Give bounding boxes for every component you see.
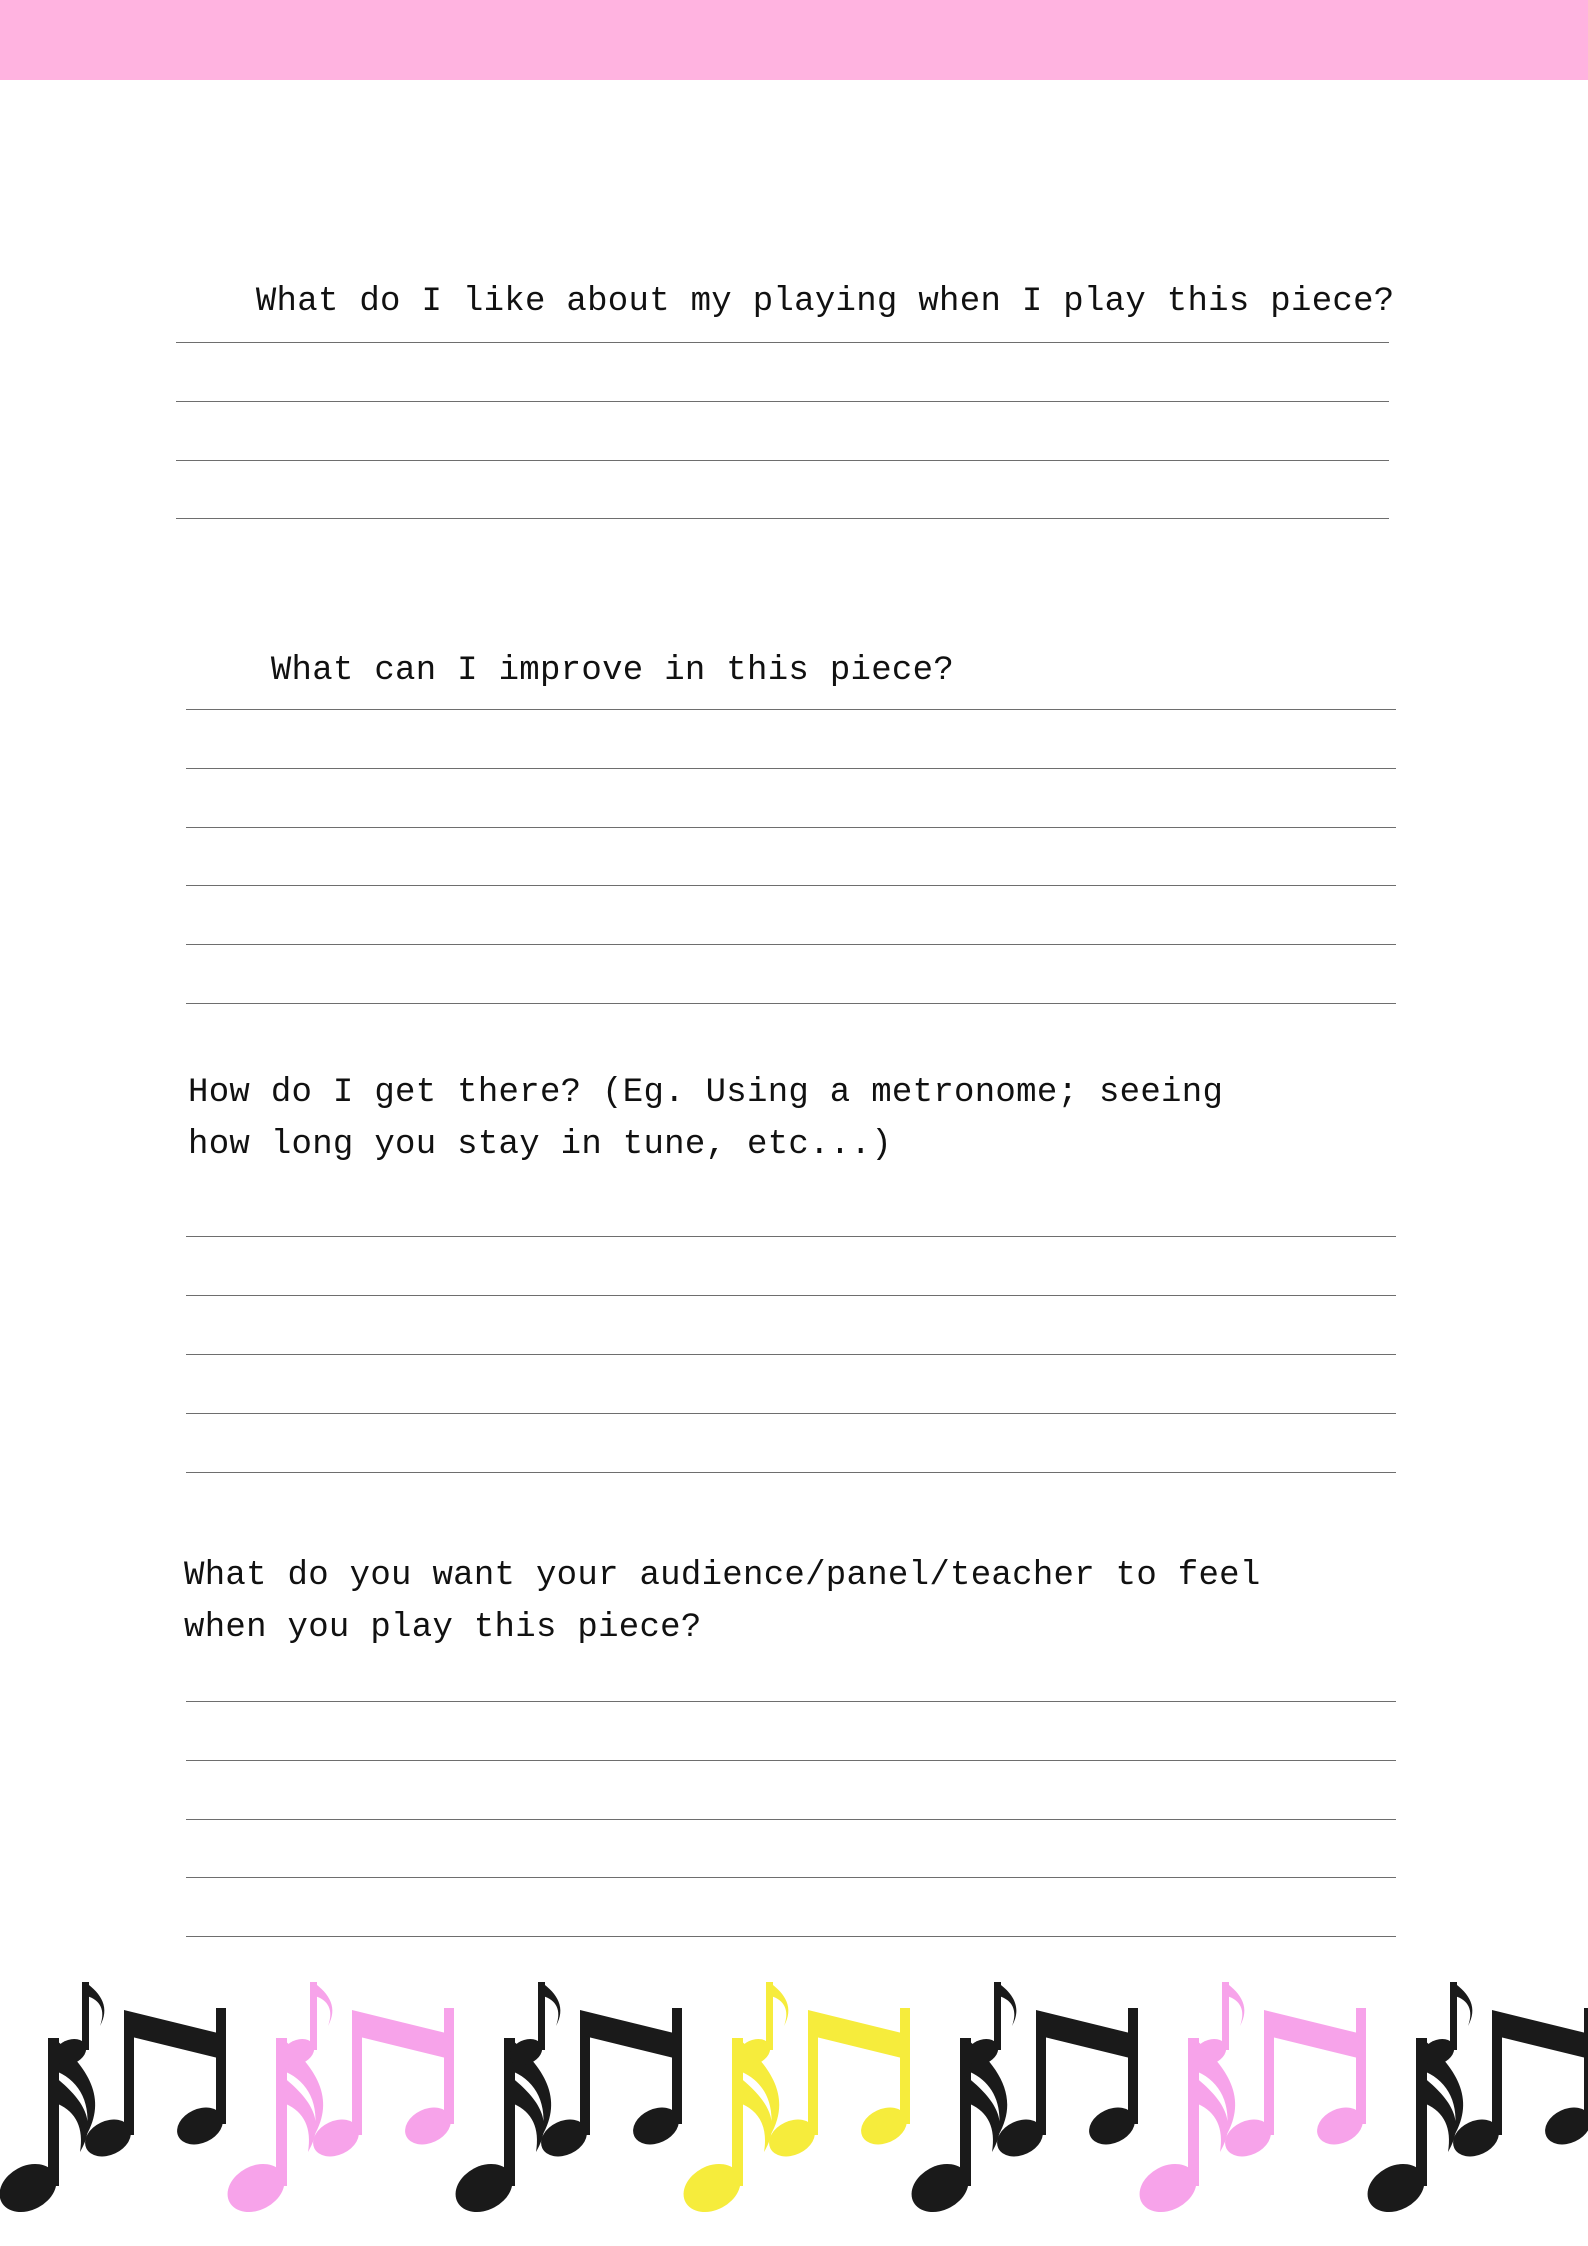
answer-line[interactable] <box>186 768 1396 769</box>
answer-line[interactable] <box>186 1354 1396 1355</box>
answer-line[interactable] <box>186 827 1396 828</box>
answer-line[interactable] <box>186 1819 1396 1820</box>
music-notes-border <box>0 1960 1588 2246</box>
question-2-line-1: What can I improve in this piece? <box>270 652 955 690</box>
answer-line[interactable] <box>186 885 1396 886</box>
answer-line[interactable] <box>186 1295 1396 1296</box>
music-note-group-6 <box>1131 1982 1369 2222</box>
music-note-group-5 <box>903 1982 1141 2222</box>
question-3-line-1: How do I get there? (Eg. Using a metronome; seeing <box>188 1074 1224 1112</box>
question-4-text <box>184 1550 1261 1654</box>
question-1-line-1: What do I like about my playing when I play this piece? <box>255 283 1395 321</box>
question-2-text <box>188 593 954 749</box>
answer-line[interactable] <box>186 1236 1396 1237</box>
answer-line[interactable] <box>186 1877 1396 1878</box>
answer-line[interactable] <box>186 709 1396 710</box>
music-note-group-1 <box>0 1982 229 2222</box>
question-4-line-2: when you play this piece? <box>184 1609 702 1647</box>
answer-line[interactable] <box>186 1760 1396 1761</box>
answer-line[interactable] <box>186 1413 1396 1414</box>
question-4-line-1: What do you want your audience/panel/teacher to feel <box>184 1557 1261 1595</box>
answer-line[interactable] <box>176 460 1389 461</box>
top-color-band <box>0 0 1588 80</box>
answer-line[interactable] <box>176 342 1389 343</box>
answer-line[interactable] <box>176 518 1389 519</box>
question-3-text <box>188 1067 1223 1171</box>
music-note-group-4 <box>675 1982 913 2222</box>
answer-line[interactable] <box>176 401 1389 402</box>
music-note-group-3 <box>447 1982 685 2222</box>
question-3-line-2: how long you stay in tune, etc...) <box>188 1126 892 1164</box>
answer-line[interactable] <box>186 944 1396 945</box>
answer-line[interactable] <box>186 1003 1396 1004</box>
music-note-group-7 <box>1359 1982 1588 2222</box>
answer-line[interactable] <box>186 1936 1396 1937</box>
music-note-group-2 <box>219 1982 457 2222</box>
answer-line[interactable] <box>186 1701 1396 1702</box>
answer-line[interactable] <box>186 1472 1396 1473</box>
question-1-text <box>173 224 1395 380</box>
